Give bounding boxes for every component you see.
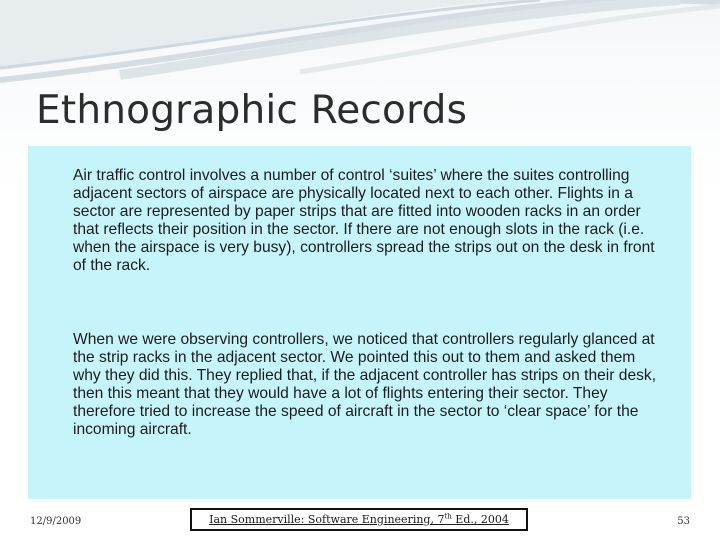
footer-date: 12/9/2009 bbox=[30, 516, 82, 527]
footer-credit bbox=[190, 508, 528, 531]
paragraph-air-traffic-control: Air traffic control involves a number of control ‘suites’ where the suites controlling adjacent sectors of airspace are physically located next to each other. Flights in a sector are represented by paper strips that are fitted into wooden racks in an order that reflects their position in the sector. If there are not enough slots in the rack (i.e. when the airspace is very busy), controllers spread the strips out on the desk in front of the rack. bbox=[73, 167, 655, 274]
footer-credit-superscript: th bbox=[444, 512, 452, 521]
content-box bbox=[28, 146, 691, 499]
slide-title: Ethnographic Records bbox=[36, 88, 468, 133]
paragraph-observations: When we were observing controllers, we noticed that controllers regularly glanced at the strip racks in the adjacent sector. We pointed this out to them and asked them why they did this. They replied that, if the adjacent controller has strips on their desk, then this meant that they would have a lot of flights entering their sector. They therefore tried to increase the speed of aircraft in the sector to ‘clear space’ for the incoming aircraft. bbox=[73, 331, 657, 438]
page-number: 53 bbox=[677, 516, 690, 527]
footer-credit-edition: Ed., 2004 bbox=[451, 513, 509, 526]
footer-credit-text: Ian Sommerville: Software Engineering, 7 bbox=[209, 513, 445, 526]
